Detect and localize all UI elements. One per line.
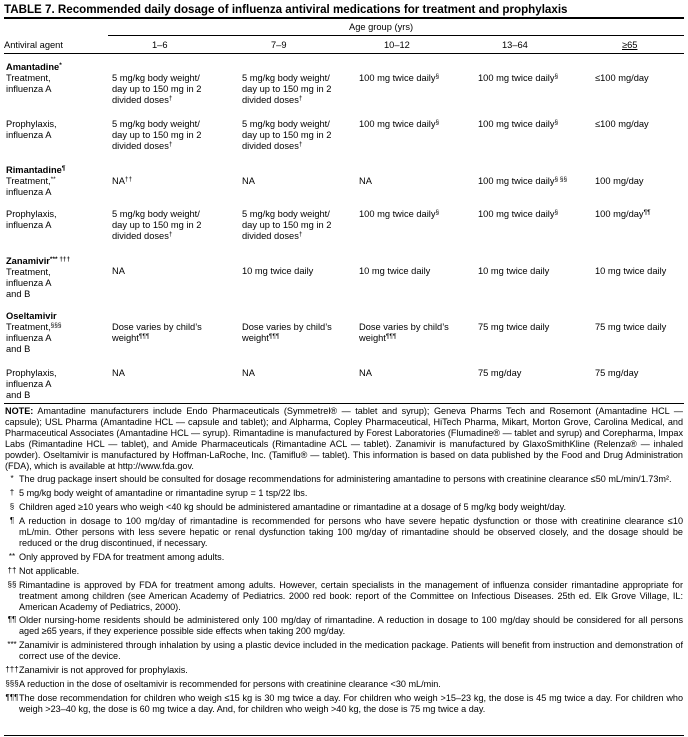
agent-column-header: Antiviral agent	[4, 40, 63, 50]
header-rule	[4, 53, 684, 54]
footnote-symbol: †††	[5, 665, 19, 675]
footnote-symbol: **	[8, 551, 16, 561]
footnote	[5, 665, 683, 676]
dose-cell: Dose varies by child’s weight¶¶¶	[242, 322, 332, 343]
row-label: influenza A	[6, 187, 52, 197]
dose-cell: NA	[359, 368, 372, 378]
agent-oseltamivir: Oseltamivir	[6, 311, 57, 321]
footnote-text: 5 mg/kg body weight of amantadine or rimantadine syrup = 1 tsp/22 lbs.	[19, 488, 308, 499]
age-group-header: Age group (yrs)	[349, 22, 414, 32]
footnote	[5, 502, 683, 513]
footnote-text: Only approved by FDA for treatment among adults.	[19, 551, 225, 562]
footnote-symbol: ††	[7, 565, 17, 575]
dose-cell: 5 mg/kg body weight/ day up to 150 mg in 2 divided doses†	[112, 209, 202, 241]
bottom-rule	[4, 735, 684, 736]
dose-cell: 100 mg twice daily§	[359, 73, 440, 83]
footnote	[5, 693, 683, 715]
footnote-text: The drug package insert should be consulted for dosage recommendations for administering amantadine to persons with creatinine clearance ≤50 mL/min/1.73m².	[19, 474, 672, 485]
dose-cell: 100 mg twice daily§	[359, 119, 440, 129]
footnote-text: Older nursing-home residents should be administered only 100 mg/day of rimantadine. A reduction in dosage to 100 mg/day should be considered for all persons aged ≥65 years, if they experience possible side effects when taking 200 mg/day.	[19, 615, 683, 637]
row-label: influenza A	[6, 130, 52, 140]
dose-cell: 100 mg twice daily§	[478, 209, 559, 219]
footnote-text: A reduction in dosage to 100 mg/day of rimantadine is recommended for persons who have severe hepatic dysfunction or those with creatinine clearance ≤10 mL/min. Other persons with less severe hepatic or renal dysfunction taking 100 mg/day of rimantadine should be observed closely, and the dosage should be reduced or the drug discontinued, if necessary.	[19, 516, 683, 548]
footnote	[5, 474, 683, 485]
footnote-text: Zanamivir is not approved for prophylaxis.	[19, 665, 188, 676]
dose-cell: 5 mg/kg body weight/ day up to 150 mg in 2 divided doses†	[242, 73, 332, 105]
agent-rimantadine: Rimantadine¶	[6, 165, 66, 175]
footnote-symbol: ¶¶¶	[5, 692, 19, 702]
footnote-symbol: †	[9, 488, 15, 498]
age-group-rule	[108, 35, 684, 36]
note-text: Amantadine manufacturers include Endo Pharmaceuticals (Symmetrel® — tablet and syrup); Geneva Pharms Tech and Rosemont (Amantadine HCL — capsule); USL Pharma (Amantadine HCL — capsule and tablet); and Alpharma, Copley Pharmaceutical, HiTech Pharma, Mikart, Morton Grove, Carolina Medical, and Pharmaceutical Associates (Amantadine HCL — syrup). Rimantadine is manufactured by Forest Laboratories (Flumadine® — tablet and syrup) and Corepharma, Impax Labs (Rimantadine HCL — tablet), and Amide Pharmaceuticals (Rimantadine ACL — tablet). Zanamivir is manufactured by GlaxoSmithKline (Relenza® — inhaled powder). Oseltamivir is manufactured by Hoffman-LaRoche, Inc. (Tamiflu® — tablet). This information is based on data published by the Food and Drug Administration (FDA), which is available at http://www.fda.gov.	[5, 406, 683, 471]
dose-cell: 75 mg twice daily	[595, 322, 667, 332]
dose-cell: NA	[112, 266, 125, 276]
dose-cell: Dose varies by child’s weight¶¶¶	[112, 322, 202, 343]
note-paragraph	[5, 406, 683, 471]
footnote-symbol: ***	[7, 640, 17, 650]
footnote-symbol: §	[9, 502, 15, 512]
dose-cell: 100 mg twice daily§	[478, 119, 559, 129]
note-label: NOTE:	[5, 406, 34, 416]
dose-cell: NA	[112, 368, 125, 378]
row-label: Treatment,§§§	[6, 322, 62, 332]
row-label: Treatment,	[6, 267, 51, 277]
row-label: Prophylaxis,	[6, 368, 57, 378]
footnote	[5, 640, 683, 662]
dose-cell: 5 mg/kg body weight/ day up to 150 mg in 2 divided doses†	[242, 119, 332, 151]
row-label: influenza A	[6, 278, 52, 288]
row-label: influenza A	[6, 84, 52, 94]
agent-zanamivir: Zanamivir*** †††	[6, 256, 71, 266]
dose-cell: 75 mg/day	[595, 368, 639, 378]
footnote	[5, 488, 683, 499]
dose-cell: ≤100 mg/day	[595, 73, 649, 83]
footnote-symbol: ¶¶	[7, 615, 17, 625]
dose-cell: NA	[359, 176, 372, 186]
dose-cell: 10 mg twice daily	[478, 266, 550, 276]
footnote-text: Children aged ≥10 years who weigh <40 kg should be administered amantadine or rimantadine at a dosage of 5 mg/kg body weight/day.	[19, 502, 566, 513]
dose-cell: NA††	[112, 176, 133, 186]
footnote	[5, 615, 683, 637]
footnote-text: Rimantadine is approved by FDA for treatment among adults. However, certain specialists in the management of influenza consider rimantadine appropriate for treatment among children (see American Academy of Pediatrics. 2000 red book: report of the Committee on Infectious Diseases. 25th ed. Elk Grove Village, IL: American Academy of Pediatrics, 2000).	[19, 579, 683, 612]
dose-cell: NA	[242, 368, 255, 378]
row-label: Prophylaxis,	[6, 209, 57, 219]
dose-cell: 5 mg/kg body weight/ day up to 150 mg in 2 divided doses†	[112, 73, 202, 105]
dose-cell: 100 mg twice daily§	[359, 209, 440, 219]
row-label: Treatment,	[6, 73, 51, 83]
row-label: influenza A	[6, 333, 52, 343]
col-7-9: 7–9	[271, 40, 287, 50]
dose-cell: Dose varies by child’s weight¶¶¶	[359, 322, 449, 343]
agent-amantadine: Amantadine*	[6, 62, 62, 72]
dose-cell: 5 mg/kg body weight/ day up to 150 mg in 2 divided doses†	[112, 119, 202, 151]
dose-cell: 100 mg twice daily§ §§	[478, 176, 568, 186]
footnote	[5, 552, 683, 563]
dose-cell: 100 mg twice daily§	[478, 73, 559, 83]
footnote	[5, 566, 683, 577]
row-label: and B	[6, 289, 31, 299]
row-label: influenza A	[6, 379, 52, 389]
dose-cell: NA	[242, 176, 255, 186]
row-label: Treatment,**	[6, 176, 56, 186]
footnote-text: Not applicable.	[19, 565, 80, 576]
table-bottom-rule	[4, 403, 684, 404]
dose-cell: ≤100 mg/day	[595, 119, 649, 129]
footnote-text: A reduction in the dose of oseltamivir is recommended for persons with creatinine clearance <30 mL/min.	[19, 678, 441, 689]
footnote	[5, 679, 683, 690]
footnote-text: The dose recommendation for children who weigh ≤15 kg is 30 mg twice a day. For children who weigh >15–23 kg, the dose is 45 mg twice a day. For children who weigh >23–40 kg, the dose is 60 mg twice a day. And, for children who weigh >40 kg, the dose is 75 mg twice a day.	[19, 692, 683, 714]
dose-cell: 100 mg/day	[595, 176, 644, 186]
footnote-list	[5, 474, 683, 714]
dose-cell: 10 mg twice daily	[595, 266, 667, 276]
footnote-symbol: *	[10, 474, 14, 484]
row-label: Prophylaxis,	[6, 119, 57, 129]
row-label: influenza A	[6, 220, 52, 230]
table-title: TABLE 7. Recommended daily dosage of influenza antiviral medications for treatment and prophylaxis	[4, 3, 568, 16]
footnote	[5, 580, 683, 613]
col-65-plus: ≥65	[622, 40, 638, 50]
notes-section	[5, 406, 683, 715]
dose-cell: 10 mg twice daily	[242, 266, 314, 276]
footnote-symbol: ¶	[9, 516, 15, 526]
footnote-symbol: §§§	[5, 678, 19, 688]
dose-cell: 75 mg/day	[478, 368, 522, 378]
dose-cell: 100 mg/day¶¶	[595, 209, 651, 219]
dose-cell: 10 mg twice daily	[359, 266, 431, 276]
top-rule	[4, 17, 684, 19]
footnote	[5, 516, 683, 549]
dose-cell: 5 mg/kg body weight/ day up to 150 mg in 2 divided doses†	[242, 209, 332, 241]
col-10-12: 10–12	[384, 40, 410, 50]
col-13-64: 13–64	[502, 40, 528, 50]
row-label: and B	[6, 390, 31, 400]
dose-cell: 75 mg twice daily	[478, 322, 550, 332]
col-1-6: 1–6	[152, 40, 168, 50]
footnote-text: Zanamivir is administered through inhalation by using a plastic device included in the medication package. Patients will benefit from instruction and demonstration of correct use of the device.	[19, 640, 683, 662]
row-label: and B	[6, 344, 31, 354]
footnote-symbol: §§	[7, 579, 17, 589]
